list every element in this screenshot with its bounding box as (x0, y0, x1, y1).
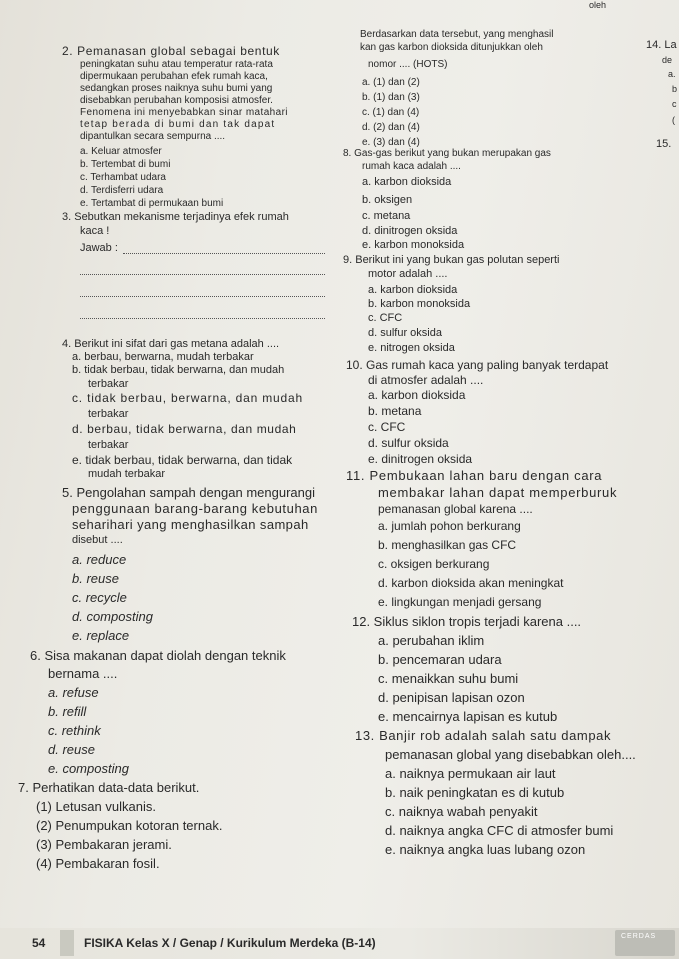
option: a. jumlah pohon berkurang (378, 519, 521, 533)
option: c. CFC (368, 420, 406, 434)
option: a. karbon dioksida (362, 176, 452, 188)
option: b. karbon monoksida (368, 298, 471, 310)
question-2-line: disebabkan perubahan komposisi atmosfer. (80, 95, 273, 106)
question-4-line: 4. Berikut ini sifat dari gas metana adalah .... (62, 338, 280, 350)
publisher-logo (615, 930, 675, 956)
option: e. composting (48, 761, 129, 776)
question-2-line: Fenomena ini menyebabkan sinar matahari (80, 107, 288, 118)
question-14-fragment: a. (668, 69, 676, 79)
option: d. penipisan lapisan ozon (378, 690, 525, 705)
option: b. pencemaran udara (378, 652, 502, 667)
option: c. rethink (48, 723, 101, 738)
option: a. naiknya permukaan air laut (385, 766, 556, 781)
option: c. recycle (72, 590, 127, 605)
option: terbakar (88, 378, 129, 390)
option: a. perubahan iklim (378, 633, 485, 648)
question-2-line: tetap berada di bumi dan tak dapat (80, 119, 276, 130)
option: c. Terhambat udara (80, 172, 166, 183)
option: d. sulfur oksida (368, 327, 442, 339)
question-14-fragment: ( (672, 115, 675, 125)
answer-line (123, 253, 325, 254)
page-number: 54 (32, 936, 46, 950)
option: e. replace (72, 628, 130, 643)
question-12-line: 12. Siklus siklon tropis terjadi karena .... (352, 614, 582, 629)
question-6-line: bernama .... (48, 666, 118, 681)
footer-tab (60, 930, 74, 956)
option: d. berbau, tidak berwarna, dan mudah (72, 422, 297, 436)
option: d. naiknya angka CFC di atmosfer bumi (385, 823, 614, 838)
option: c. menaikkan suhu bumi (378, 671, 519, 686)
question-10-line: 10. Gas rumah kaca yang paling banyak terdapat (346, 358, 609, 372)
question-6-line: 6. Sisa makanan dapat diolah dengan teknik (30, 648, 286, 663)
option: c. oksigen berkurang (378, 557, 490, 571)
option: a. reduce (72, 552, 127, 567)
question-5-line: 5. Pengolahan sampah dengan mengurangi (62, 485, 315, 500)
option: e. karbon monoksida (362, 239, 465, 251)
question-11-line: pemanasan global karena .... (378, 502, 533, 516)
option: c. tidak berbau, berwarna, dan mudah (72, 391, 303, 405)
option: e. mencairnya lapisan es kutub (378, 709, 558, 724)
option: a. refuse (48, 685, 99, 700)
answer-line (80, 318, 325, 319)
option: d. (2) dan (4) (362, 122, 420, 133)
question-7-continued: nomor .... (HOTS) (368, 59, 448, 70)
option: d. composting (72, 609, 153, 624)
question-7-continued: kan gas karbon dioksida ditunjukkan oleh (360, 42, 543, 53)
answer-line (80, 296, 325, 297)
option: e. Tertambat di permukaan bumi (80, 198, 224, 209)
footer-title: FISIKA Kelas X / Genap / Kurikulum Merdeka (B-14) (84, 936, 376, 950)
question-14-fragment: c (672, 99, 677, 109)
question-3-line: kaca ! (80, 225, 110, 237)
option: e. (3) dan (4) (362, 137, 420, 148)
question-10-line: di atmosfer adalah .... (368, 373, 484, 387)
question-7-continued: Berdasarkan data tersebut, yang menghasil (360, 29, 554, 40)
option: a. berbau, berwarna, mudah terbakar (72, 351, 254, 363)
question-2-line: 2. Pemanasan global sebagai bentuk (62, 44, 280, 58)
question-14-fragment: 14. La (646, 39, 677, 51)
option: d. Terdisferri udara (80, 185, 164, 196)
question-13-line: 13. Banjir rob adalah salah satu dampak (355, 728, 612, 743)
question-9-line: motor adalah .... (368, 268, 448, 280)
option: e. nitrogen oksida (368, 342, 455, 354)
option: d. sulfur oksida (368, 436, 449, 450)
question-2-line: sedangkan proses naiknya suhu bumi yang (80, 83, 273, 94)
option: terbakar (88, 439, 129, 451)
option: e. naiknya angka luas lubang ozon (385, 842, 586, 857)
question-7-line: (3) Pembakaran jerami. (36, 837, 172, 852)
option: b. reuse (72, 571, 119, 586)
corner-text: oleh (589, 0, 607, 10)
option: d. dinitrogen oksida (362, 225, 458, 237)
question-14-fragment: de (662, 55, 673, 65)
option: b. Tertembat di bumi (80, 159, 171, 170)
option: terbakar (88, 408, 129, 420)
answer-line (80, 274, 325, 275)
question-7-line: (2) Penumpukan kotoran ternak. (36, 818, 223, 833)
question-11-line: membakar lahan dapat memperburuk (378, 485, 618, 500)
question-7-line: 7. Perhatikan data-data berikut. (18, 780, 200, 795)
question-2-line: dipermukaan perubahan efek rumah kaca, (80, 71, 268, 82)
option: e. tidak berbau, tidak berwarna, dan tidak (72, 453, 293, 467)
question-15-fragment: 15. (656, 138, 672, 150)
option: c. CFC (368, 312, 403, 324)
question-5-line: disebut .... (72, 534, 123, 546)
option: a. (1) dan (2) (362, 77, 420, 88)
option: d. reuse (48, 742, 95, 757)
question-8-line: rumah kaca adalah .... (362, 161, 461, 172)
option: b. metana (368, 404, 422, 418)
question-5-line: seharihari yang menghasilkan sampah (72, 517, 309, 532)
question-9-line: 9. Berikut ini yang bukan gas polutan seperti (343, 254, 560, 266)
option: a. karbon dioksida (368, 388, 466, 402)
question-3-line: 3. Sebutkan mekanisme terjadinya efek rumah (62, 211, 289, 223)
option: e. lingkungan menjadi gersang (378, 595, 542, 609)
question-11-line: 11. Pembukaan lahan baru dengan cara (346, 468, 603, 483)
corner-fragment (585, 0, 679, 14)
option: c. metana (362, 210, 411, 222)
option: mudah terbakar (88, 468, 166, 480)
question-7-line: (4) Pembakaran fosil. (36, 856, 160, 871)
option: a. Keluar atmosfer (80, 146, 162, 157)
question-13-line: pemanasan global yang disebabkan oleh.... (385, 747, 636, 762)
question-5-line: penggunaan barang-barang kebutuhan (72, 501, 318, 516)
option: b. menghasilkan gas CFC (378, 538, 517, 552)
question-2-line: dipantulkan secara sempurna .... (80, 131, 226, 142)
question-7-line: (1) Letusan vulkanis. (36, 799, 156, 814)
logo-text: CERDAS (621, 933, 657, 940)
question-8-line: 8. Gas-gas berikut yang bukan merupakan gas (343, 148, 551, 159)
option: b. naik peningkatan es di kutub (385, 785, 565, 800)
question-14-fragment: b (672, 84, 678, 94)
option: e. dinitrogen oksida (368, 452, 473, 466)
option: b. refill (48, 704, 87, 719)
option: b. tidak berbau, tidak berwarna, dan mudah (72, 364, 285, 376)
option: b. (1) dan (3) (362, 92, 420, 103)
option: c. naiknya wabah penyakit (385, 804, 538, 819)
option: d. karbon dioksida akan meningkat (378, 576, 564, 590)
question-2-line: peningkatan suhu atau temperatur rata-rata (80, 59, 273, 70)
option: c. (1) dan (4) (362, 107, 420, 118)
option: b. oksigen (362, 194, 413, 206)
answer-label: Jawab : (80, 242, 118, 254)
option: a. karbon dioksida (368, 284, 458, 296)
